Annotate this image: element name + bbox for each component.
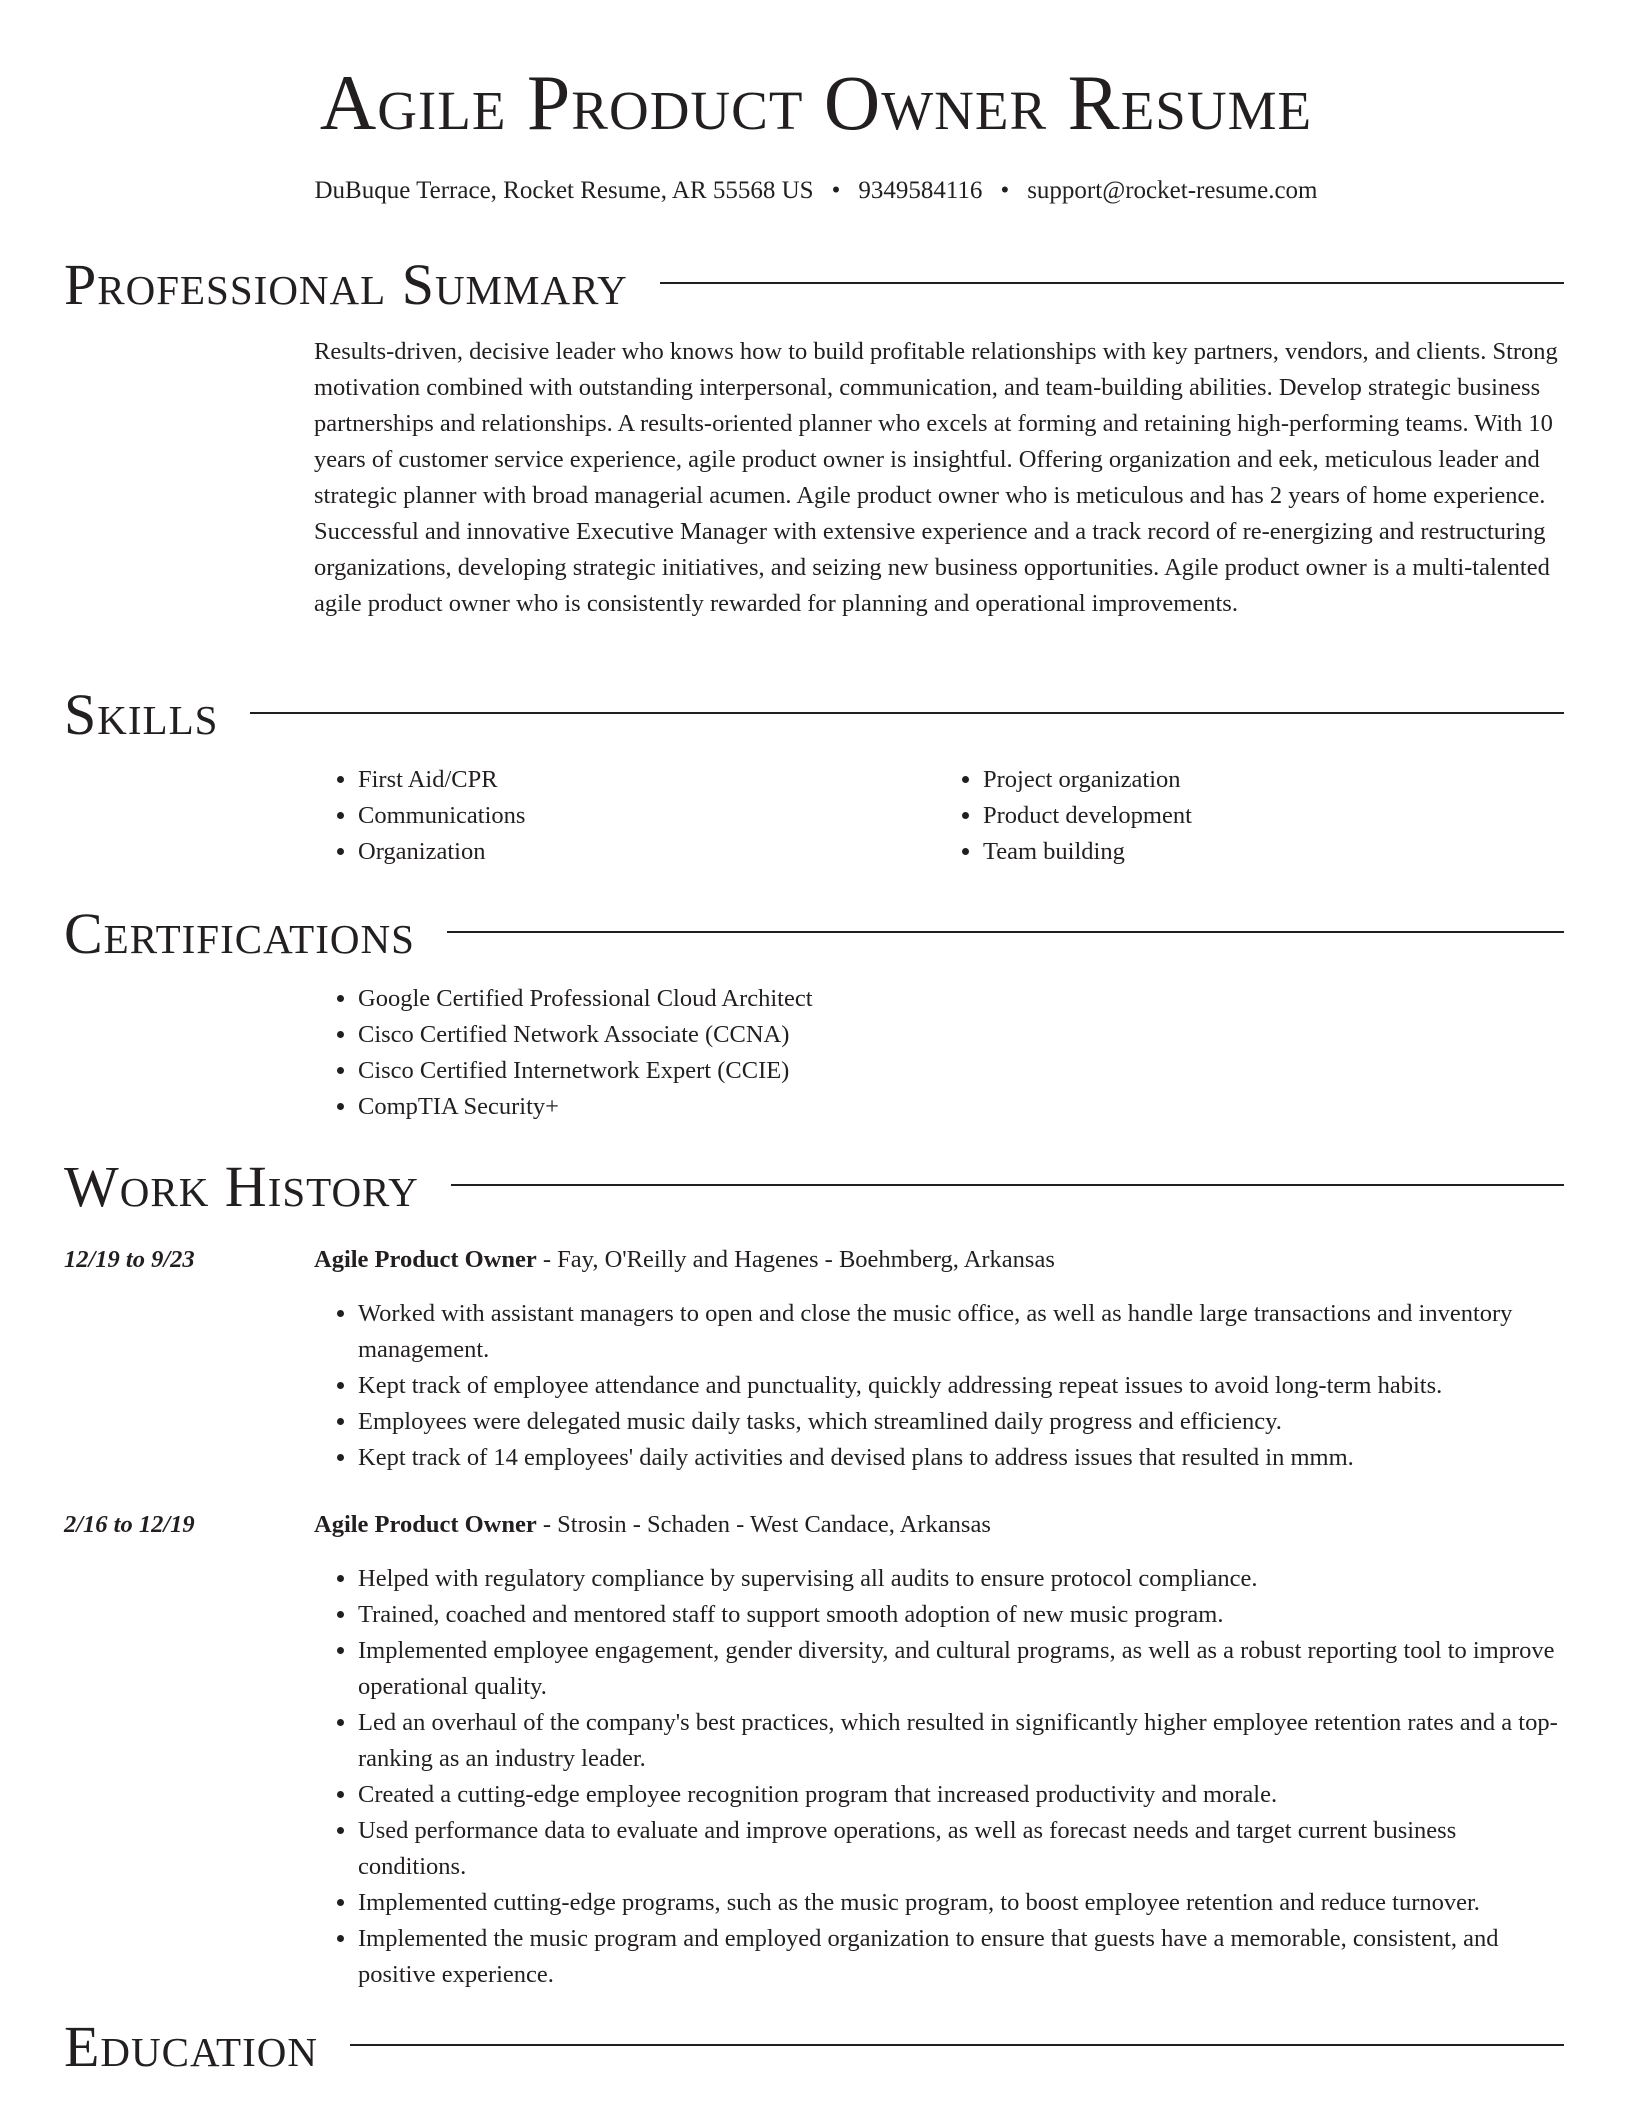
skill-item: • Organization: [358, 834, 939, 870]
duty-item: • Created a cutting-edge employee recognition program that increased productivity and morale.: [358, 1777, 1564, 1813]
skills-grid: [314, 762, 1564, 870]
duty-item: • Kept track of employee attendance and punctuality, quickly addressing repeat issues to avoid long-term habits.: [358, 1368, 1564, 1404]
duty-item: • Led an overhaul of the company's best practices, which resulted in significantly higher employee retention rates and a top-ranking as an industry leader.: [358, 1705, 1564, 1777]
duty-item: • Kept track of 14 employees' daily activities and devised plans to address issues that resulted in mmm.: [358, 1440, 1564, 1476]
section-header-work-history: [64, 1152, 1564, 1222]
certifications-block: [314, 981, 1564, 1125]
section-title: Work History: [64, 1154, 419, 1219]
skills-list-left: [314, 762, 939, 870]
job-employer: - Strosin - Schaden - West Candace, Arkansas: [536, 1511, 991, 1538]
job-title: Agile Product Owner: [314, 1511, 537, 1538]
section-title: Skills: [64, 682, 219, 747]
job-entry: [64, 1242, 1564, 1482]
section-header-summary: [64, 250, 1564, 320]
duty-item: • Worked with assistant managers to open and close the music office, as well as handle large transactions and inventory management.: [358, 1296, 1564, 1368]
skill-item: • Team building: [983, 834, 1564, 870]
section-divider: [350, 2044, 1564, 2046]
duty-item: • Implemented cutting-edge programs, such as the music program, to boost employee retention and reduce turnover.: [358, 1885, 1564, 1921]
certification-item: • Google Certified Professional Cloud Architect: [358, 981, 1564, 1017]
duty-item: • Helped with regulatory compliance by supervising all audits to ensure protocol compliance.: [358, 1561, 1564, 1597]
section-header-certifications: [64, 899, 1564, 969]
section-title: Certifications: [64, 901, 415, 966]
summary-paragraph: Results-driven, decisive leader who knows how to build profitable relationships with key partners, vendors, and clients. Strong motivation combined with outstanding interpersonal, communication, and team-building abilities. Develop strategic business partnerships and relationships. A results-oriented planner who excels at forming and retaining high-performing teams. With 10 years of customer service experience, agile product owner is insightful. Offering organization and eek, meticulous leader and strategic planner with broad managerial acumen. Agile product owner who is meticulous and has 2 years of home experience. Successful and innovative Executive Manager with extensive experience and a track record of re-energizing and restructuring organizations, developing strategic initiatives, and seizing new business opportunities. Agile product owner is a multi-talented agile product owner who is consistently rewarded for planning and operational improvements.: [314, 338, 1558, 617]
section-divider: [250, 712, 1564, 714]
contact-phone: 9349584116: [858, 177, 983, 204]
certification-item: • Cisco Certified Internetwork Expert (CCIE): [358, 1053, 1564, 1089]
skill-item: • Project organization: [983, 762, 1564, 798]
contact-separator: •: [831, 177, 841, 204]
section-header-skills: [64, 680, 1564, 750]
contact-address: DuBuque Terrace, Rocket Resume, AR 55568 US: [314, 177, 814, 204]
job-duties: [314, 1296, 1564, 1476]
job-duties: [314, 1561, 1564, 1993]
contact-line: [0, 174, 1632, 208]
certification-item: • Cisco Certified Network Associate (CCNA): [358, 1017, 1564, 1053]
job-headline: [314, 1507, 1564, 1543]
skills-list-right: [939, 762, 1564, 870]
job-title: Agile Product Owner: [314, 1246, 537, 1273]
contact-separator: •: [1000, 177, 1010, 204]
section-title: Education: [64, 2014, 318, 2079]
job-dates: 2/16 to 12/19: [64, 1511, 195, 1538]
duty-item: • Used performance data to evaluate and improve operations, as well as forecast needs and target current business conditions.: [358, 1813, 1564, 1885]
duty-item: • Trained, coached and mentored staff to support smooth adoption of new music program.: [358, 1597, 1564, 1633]
skill-item: • Communications: [358, 798, 939, 834]
duty-item: • Employees were delegated music daily tasks, which streamlined daily progress and efficiency.: [358, 1404, 1564, 1440]
duties-list: [314, 1561, 1564, 1993]
section-divider: [447, 931, 1564, 933]
job-headline: [314, 1242, 1564, 1278]
job-dates: 12/19 to 9/23: [64, 1246, 195, 1273]
certification-item: • CompTIA Security+: [358, 1089, 1564, 1125]
job-employer: - Fay, O'Reilly and Hagenes - Boehmberg, Arkansas: [536, 1246, 1055, 1273]
skill-item: • Product development: [983, 798, 1564, 834]
section-divider: [451, 1184, 1564, 1186]
section-divider: [660, 282, 1564, 284]
duties-list: [314, 1296, 1564, 1476]
section-header-education: [64, 2012, 1564, 2082]
job-entry: [64, 1507, 1564, 1987]
resume-title: Agile Product Owner Resume: [319, 59, 1313, 146]
duty-item: • Implemented employee engagement, gender diversity, and cultural programs, as well as a robust reporting tool to improve operational quality.: [358, 1633, 1564, 1705]
skill-item: • First Aid/CPR: [358, 762, 939, 798]
duty-item: • Implemented the music program and employed organization to ensure that guests have a memorable, consistent, and positive experience.: [358, 1921, 1564, 1993]
certifications-list: [314, 981, 1564, 1125]
contact-email[interactable]: support@rocket-resume.com: [1027, 177, 1318, 204]
section-title: Professional Summary: [64, 252, 628, 317]
